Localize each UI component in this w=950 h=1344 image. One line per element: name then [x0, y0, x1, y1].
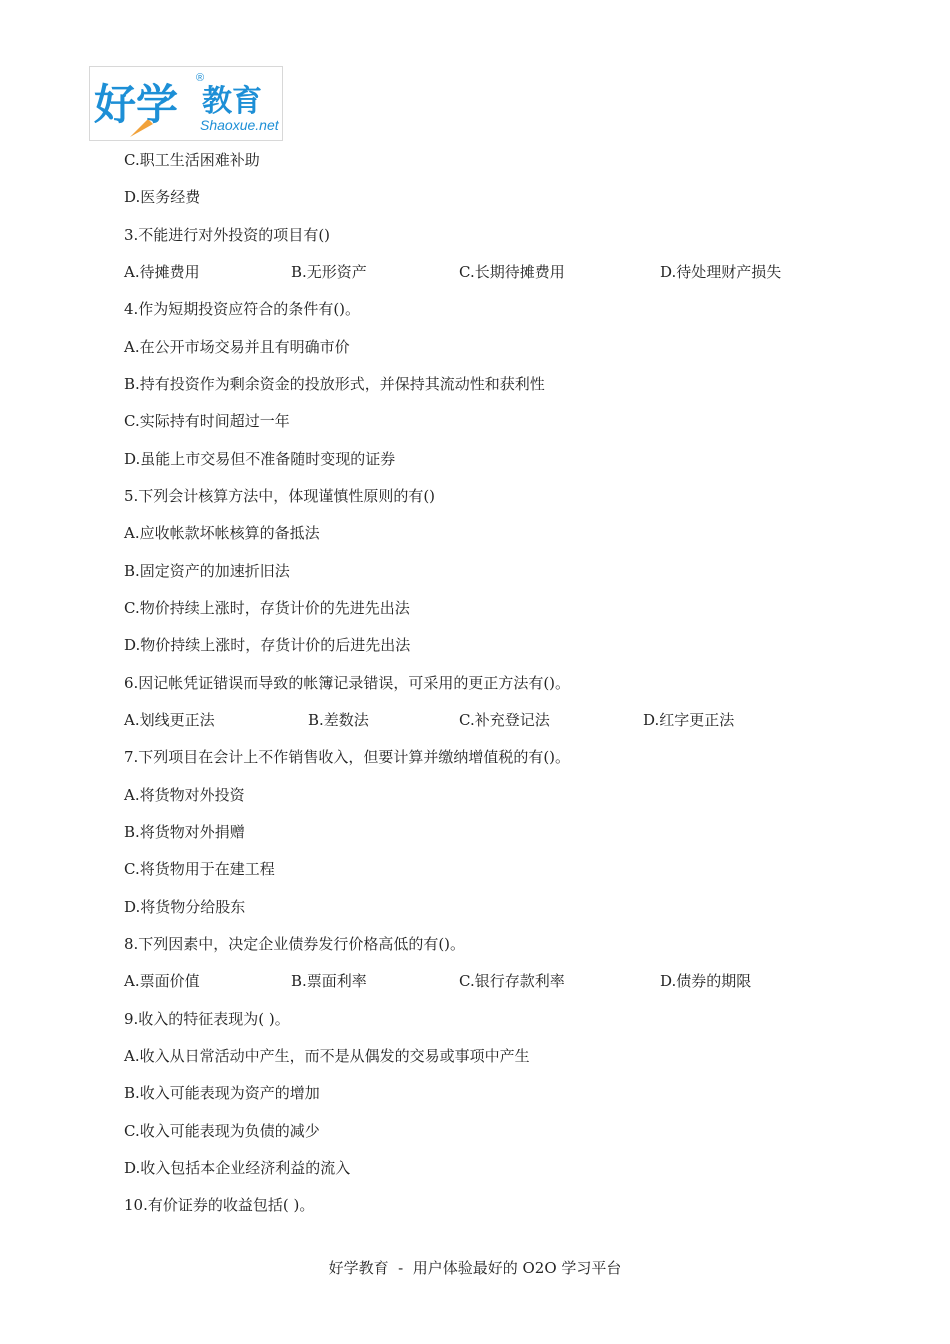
option-q7-b: B.将货物对外捐赠	[124, 823, 245, 841]
question-3: 3.不能进行对外投资的项目有()	[124, 226, 331, 244]
option-q5-a: A.应收帐款坏帐核算的备抵法	[124, 524, 320, 542]
option-q6-a: A.划线更正法	[124, 711, 215, 729]
option-q3-a: A.待摊费用	[124, 263, 200, 281]
option-q3-d: D.待处理财产损失	[660, 263, 782, 281]
option-q5-d: D.物价持续上涨时，存货计价的后进先出法	[124, 636, 411, 654]
option-q4-b: B.持有投资作为剩余资金的投放形式，并保持其流动性和获利性	[124, 375, 545, 393]
option-q8-a: A.票面价值	[124, 972, 200, 990]
option-q9-a: A.收入从日常活动中产生，而不是从偶发的交易或事项中产生	[124, 1047, 530, 1065]
option-q8-b: B.票面利率	[291, 972, 367, 990]
option-q4-c: C.实际持有时间超过一年	[124, 412, 290, 430]
option-q4-d: D.虽能上市交易但不准备随时变现的证券	[124, 450, 396, 468]
question-4: 4.作为短期投资应符合的条件有()。	[124, 300, 361, 318]
option-q7-a: A.将货物对外投资	[124, 786, 245, 804]
svg-text:好学: 好学	[94, 81, 179, 128]
shaoxue-logo	[89, 66, 283, 141]
question-9: 9.收入的特征表现为( )。	[124, 1010, 290, 1028]
svg-text:®: ®	[196, 72, 205, 84]
option-q5-c: C.物价持续上涨时，存货计价的先进先出法	[124, 599, 410, 617]
question-6: 6.因记帐凭证错误而导致的帐簿记录错误，可采用的更正方法有()。	[124, 674, 571, 692]
option-q6-d: D.红字更正法	[643, 711, 735, 729]
option-q8-d: D.债券的期限	[660, 972, 752, 990]
question-10: 10.有价证券的收益包括( )。	[124, 1196, 315, 1214]
option-q7-c: C.将货物用于在建工程	[124, 860, 275, 878]
option-q9-d: D.收入包括本企业经济利益的流入	[124, 1159, 351, 1177]
option-q4-a: A.在公开市场交易并且有明确市价	[124, 338, 350, 356]
svg-text:教育: 教育	[202, 85, 262, 118]
option-q7-d: D.将货物分给股东	[124, 898, 246, 916]
option-q2-d: D.医务经费	[124, 188, 201, 206]
question-7: 7.下列项目在会计上不作销售收入，但要计算并缴纳增值税的有()。	[124, 748, 571, 766]
option-q3-b: B.无形资产	[291, 263, 367, 281]
option-q2-c: C.职工生活困难补助	[124, 151, 260, 169]
option-q3-c: C.长期待摊费用	[459, 263, 565, 281]
option-q5-b: B.固定资产的加速折旧法	[124, 562, 290, 580]
option-q9-b: B.收入可能表现为资产的增加	[124, 1084, 320, 1102]
option-q8-c: C.银行存款利率	[459, 972, 565, 990]
option-q6-b: B.差数法	[308, 711, 369, 729]
question-8: 8.下列因素中，决定企业债券发行价格高低的有()。	[124, 935, 466, 953]
svg-text:Shaoxue.net: Shaoxue.net	[200, 117, 279, 133]
option-q9-c: C.收入可能表现为负债的减少	[124, 1122, 320, 1140]
question-5: 5.下列会计核算方法中，体现谨慎性原则的有()	[124, 487, 436, 505]
page-footer: 好学教育 - 用户体验最好的 O2O 学习平台	[328, 1259, 622, 1277]
option-q6-c: C.补充登记法	[459, 711, 550, 729]
